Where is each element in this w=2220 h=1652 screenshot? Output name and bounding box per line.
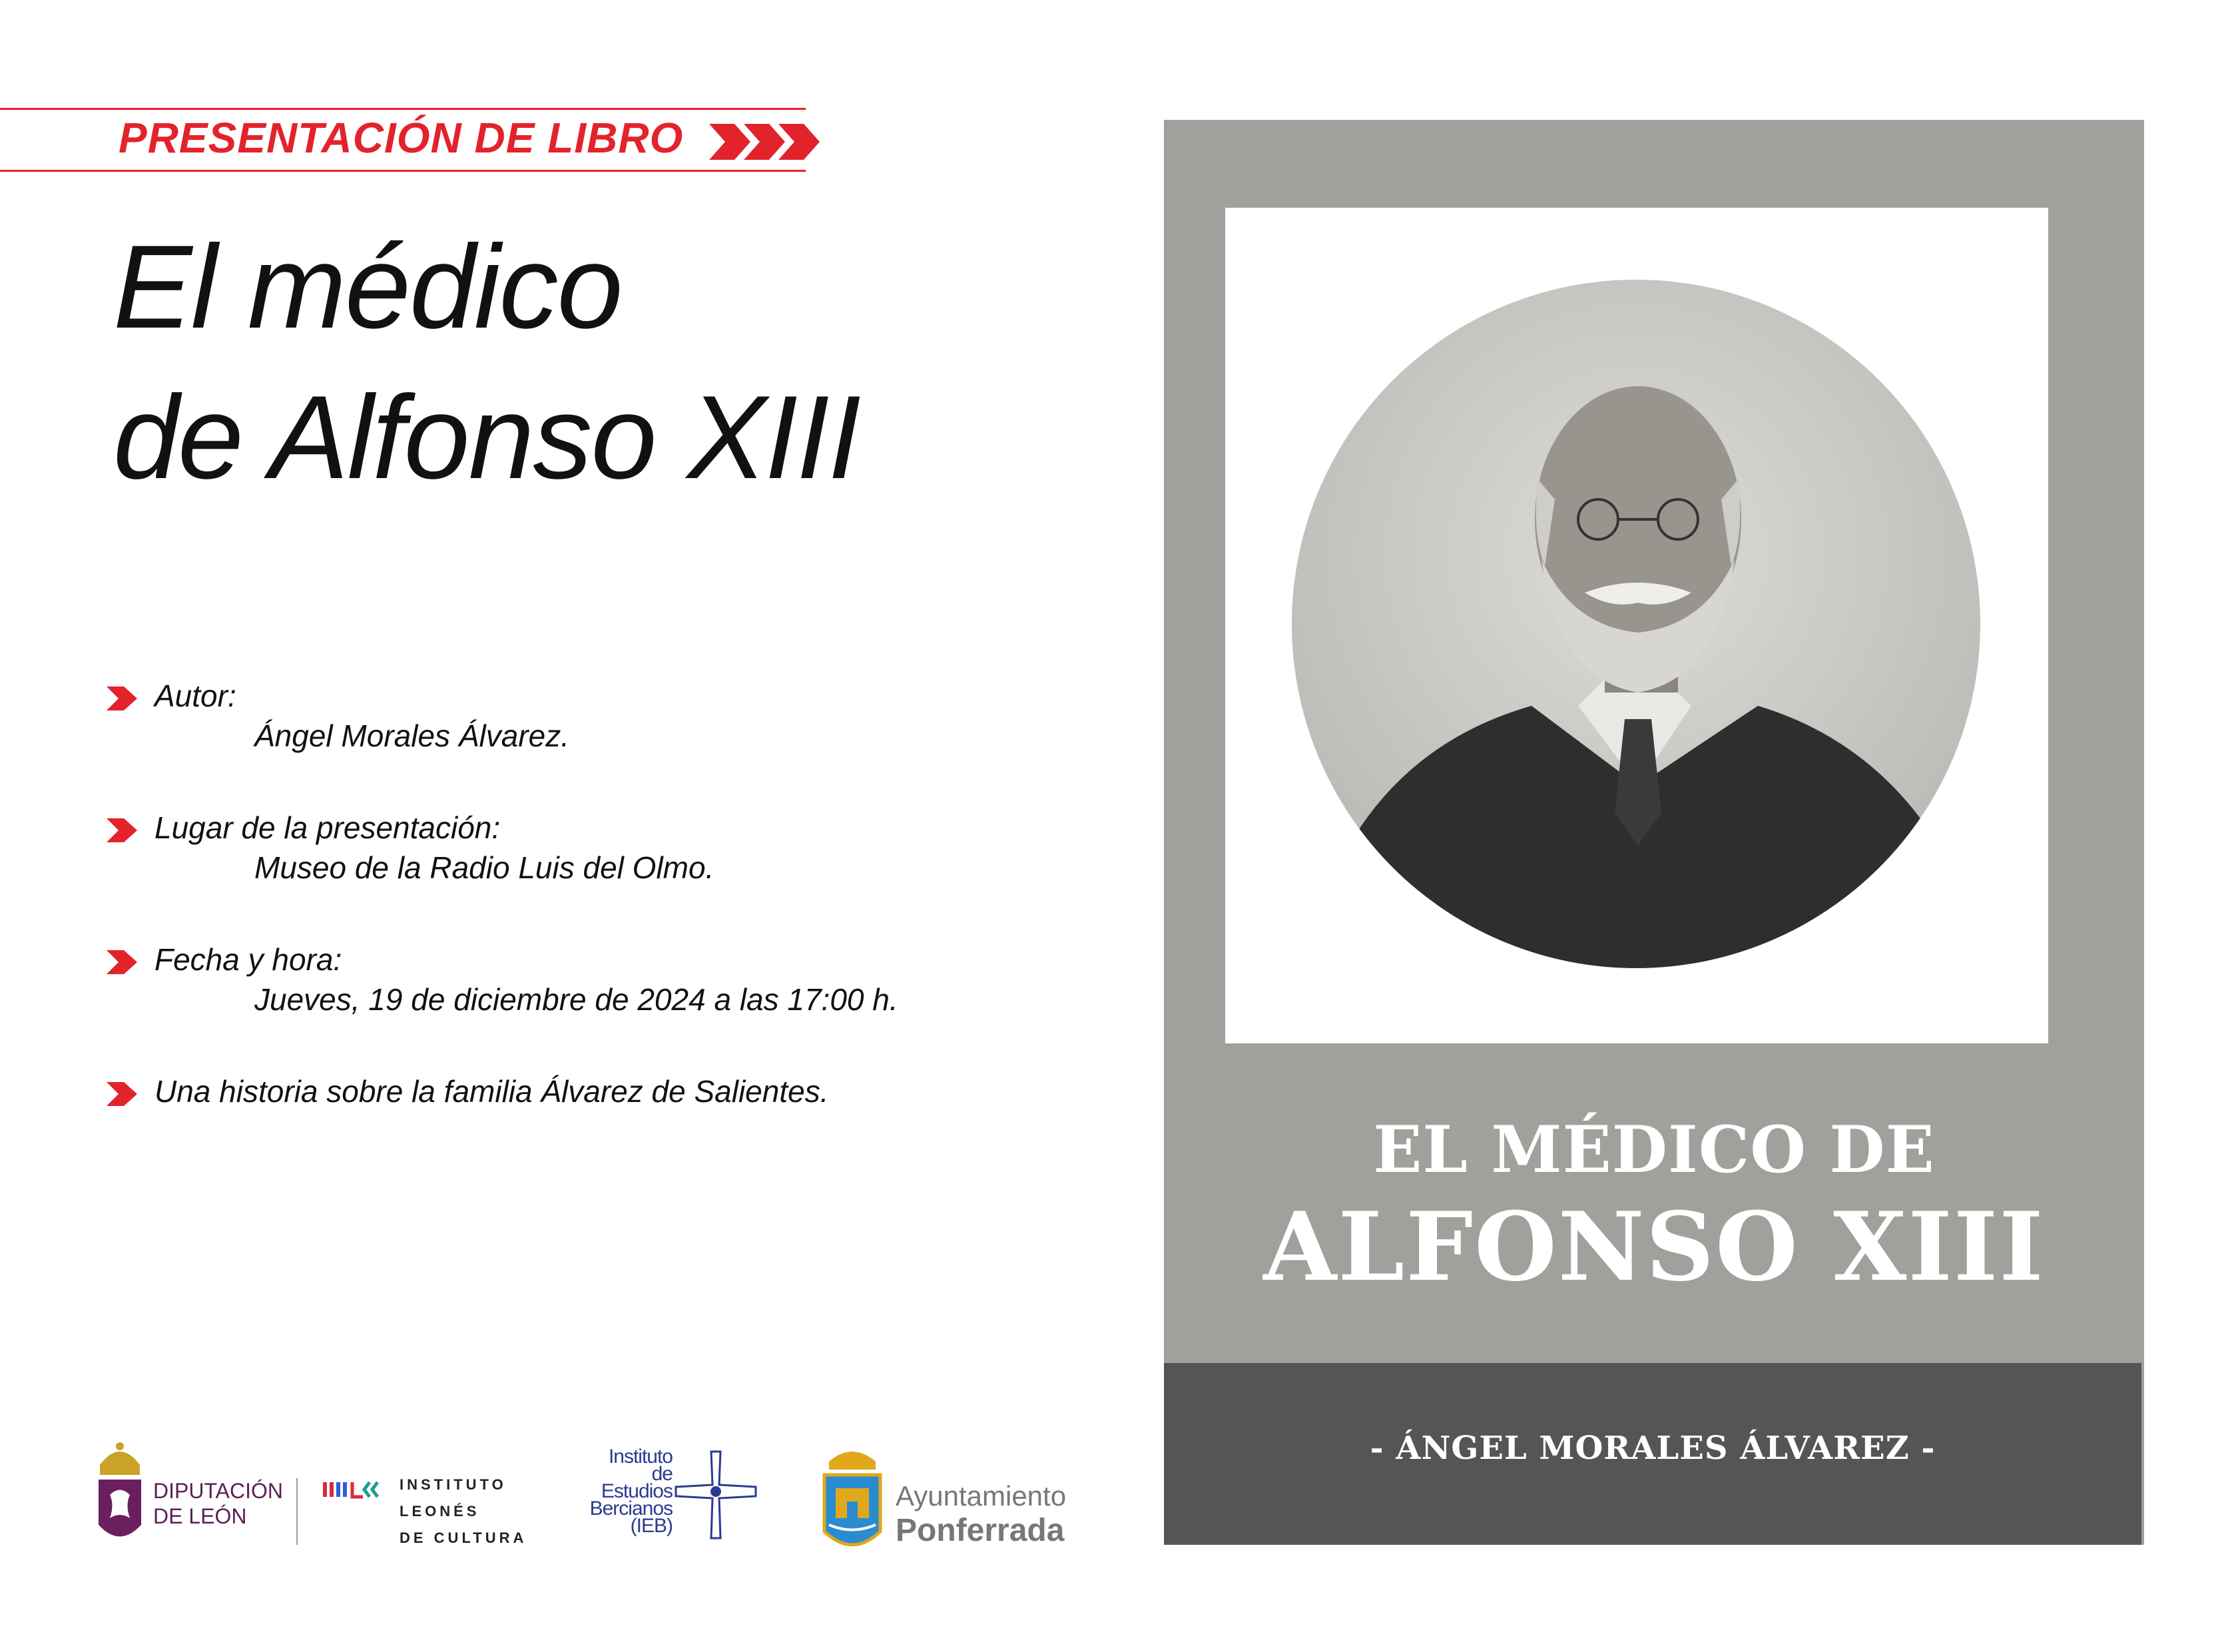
leon-crest-icon bbox=[93, 1438, 146, 1551]
ayuntamiento-ponferrada-logo bbox=[819, 1442, 1085, 1561]
detail-label: Una historia sobre la familia Álvarez de Salientes. bbox=[154, 1074, 829, 1109]
ilc-mark-icon bbox=[323, 1480, 386, 1500]
detail-venue bbox=[107, 808, 1105, 888]
event-details bbox=[107, 676, 1105, 1163]
red-chevron-icon bbox=[107, 817, 139, 844]
section-tag: PRESENTACIÓN DE LIBRO bbox=[119, 114, 684, 162]
sponsor-logos bbox=[93, 1432, 1092, 1558]
portrait-photo bbox=[1292, 280, 1980, 968]
header-rule-bottom bbox=[0, 170, 806, 172]
detail-value: Ángel Morales Álvarez. bbox=[254, 718, 569, 753]
red-chevron-icon bbox=[107, 685, 139, 712]
cover-title-line-2: ALFONSO XIII bbox=[1263, 1192, 2045, 1302]
instituto-estudios-bercianos-logo bbox=[579, 1448, 759, 1548]
ilc-line-1: INSTITUTO bbox=[400, 1476, 507, 1493]
portrait-illustration bbox=[1292, 280, 1980, 968]
ieb-text bbox=[579, 1448, 673, 1535]
diputacion-leon-logo bbox=[93, 1432, 293, 1558]
detail-label: Lugar de la presentación: bbox=[154, 810, 501, 845]
detail-value: Museo de la Radio Luis del Olmo. bbox=[254, 850, 714, 885]
detail-datetime bbox=[107, 940, 1105, 1019]
detail-description bbox=[107, 1071, 1105, 1111]
diputacion-text bbox=[153, 1478, 283, 1529]
diputacion-line-1: DIPUTACIÓN bbox=[153, 1479, 283, 1503]
detail-label: Autor: bbox=[154, 679, 236, 713]
ilc-line-3: DE CULTURA bbox=[400, 1529, 527, 1546]
logo-divider bbox=[296, 1478, 298, 1545]
red-chevron-icon bbox=[107, 1081, 139, 1107]
title-line-2: de Alfonso XIII bbox=[113, 371, 860, 503]
triple-chevron-icon bbox=[709, 119, 829, 165]
ilc-line-2: LEONÉS bbox=[400, 1503, 480, 1519]
portrait-frame bbox=[1225, 208, 2048, 1043]
title-line-1: El médico bbox=[113, 220, 622, 353]
cross-icon bbox=[673, 1448, 759, 1541]
cover-title-line-1: EL MÉDICO DE bbox=[1373, 1112, 1935, 1187]
cover-author-band bbox=[1164, 1363, 2141, 1545]
ponferrada-line-2: Ponferrada bbox=[896, 1513, 1065, 1548]
ieb-line-2: de Estudios bbox=[601, 1463, 673, 1502]
detail-label: Fecha y hora: bbox=[154, 942, 342, 977]
header-rule-top bbox=[0, 108, 806, 110]
page-title bbox=[113, 212, 860, 513]
book-cover bbox=[1164, 120, 2144, 1545]
diputacion-line-2: DE LEÓN bbox=[153, 1504, 247, 1528]
ieb-line-4: (IEB) bbox=[630, 1515, 673, 1537]
ilc-text bbox=[400, 1472, 527, 1551]
ieb-line-1: Instituto bbox=[608, 1446, 673, 1468]
ponferrada-shield-icon bbox=[819, 1442, 886, 1561]
red-chevron-icon bbox=[107, 949, 139, 975]
cover-author: - ÁNGEL MORALES ÁLVAREZ - bbox=[1370, 1430, 1936, 1467]
instituto-leones-cultura-logo bbox=[323, 1472, 536, 1551]
detail-author bbox=[107, 676, 1105, 756]
ponferrada-line-1: Ayuntamiento bbox=[896, 1480, 1067, 1512]
ieb-line-3: Bercianos bbox=[589, 1498, 673, 1519]
detail-value: Jueves, 19 de diciembre de 2024 a las 17:00 h. bbox=[254, 982, 898, 1017]
